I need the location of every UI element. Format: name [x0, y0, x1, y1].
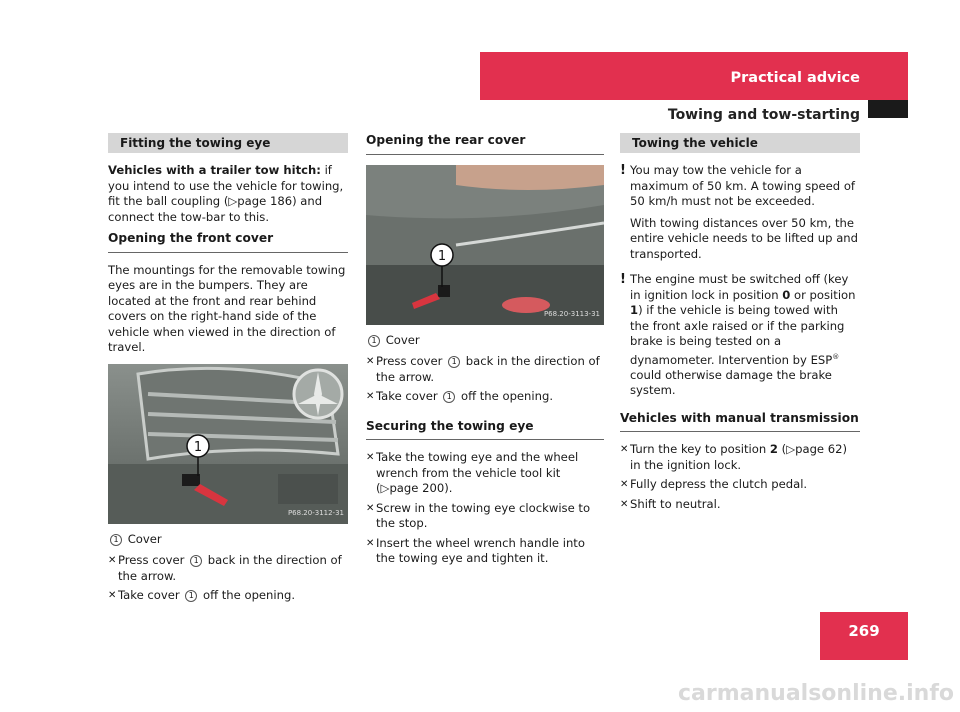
step-arrow-icon: ✕ [366, 502, 375, 514]
step-depress-clutch: ✕ Fully depress the clutch pedal. [620, 477, 808, 492]
step-turn-key: ✕ Turn the key to position 2 (▷page 62) in the ignition lock. [620, 442, 848, 472]
column-1 [108, 133, 348, 608]
heading-securing-towing-eye: Securing the towing eye [366, 419, 604, 441]
step-shift-neutral: ✕ Shift to neutral. [620, 496, 721, 511]
photo-callout: 1 [193, 439, 203, 455]
heading-fitting-towing-eye: Fitting the towing eye [108, 133, 348, 153]
watermark: carmanualsonline.info [678, 681, 954, 706]
rear-bumper-photo [366, 165, 604, 325]
page-ref-link[interactable]: page 200 [389, 481, 445, 495]
heading-front-cover: Opening the front cover [108, 231, 348, 253]
legend-row [108, 532, 348, 548]
step-arrow-icon: ✕ [108, 555, 117, 566]
page-ref-link[interactable]: page 62 [795, 442, 843, 457]
trailer-paragraph: Vehicles with a trailer tow hitch: if you intend to use the vehicle for towing, fit the ball coupling (▷page 186) and connect the tow-bar to this. [108, 163, 344, 224]
page-number-box [820, 612, 908, 660]
photo-callout: 1 [437, 248, 447, 264]
heading-towing-vehicle: Towing the vehicle [620, 133, 860, 153]
step-arrow-icon: ✕ [620, 498, 629, 510]
legend-label: Cover [127, 531, 162, 546]
step-arrow-icon: ✕ [108, 590, 117, 601]
section-title: Practical advice [730, 70, 860, 86]
section-bar [480, 52, 908, 100]
step-arrow-icon: ✕ [366, 452, 375, 463]
step-arrow-icon: ✕ [366, 391, 375, 402]
step-take-cover: ✕ Take cover 1 off the opening. [366, 389, 554, 403]
step-take-towing-eye: ✕ Take the towing eye and the wheel wrench from the vehicle tool kit (▷page 200). [366, 450, 579, 495]
chapter-title: Towing and tow-starting [667, 107, 860, 123]
step-press-cover: ✕ Press cover 1 back in the direction of the arrow. [108, 553, 342, 583]
intro-paragraph: The mountings for the removable towing eyes are in the bumpers. They are located at the front and rear behind covers on the right-hand side of the vehicle when viewed in the direction of travel. [108, 262, 346, 354]
column-3 [620, 133, 860, 516]
step-arrow-icon: ✕ [366, 356, 375, 367]
step-arrow-icon: ✕ [620, 444, 629, 456]
step-screw-in: ✕ Screw in the towing eye clockwise to the stop. [366, 500, 591, 530]
step-press-cover: ✕ Press cover 1 back in the direction of the arrow. [366, 354, 600, 384]
chapter-tab [868, 100, 908, 118]
callout-marker: 1 [368, 335, 380, 347]
legend-label: Cover [385, 332, 420, 347]
step-arrow-icon: ✕ [620, 479, 629, 491]
column-2 [366, 133, 604, 571]
step-insert-wrench: ✕ Insert the wheel wrench handle into the towing eye and tighten it. [366, 535, 585, 565]
callout-marker: 1 [110, 534, 122, 546]
warning-engine-off: ! The engine must be switched off (key in ignition lock in position 0 or position 1) if the vehicle is being towed with the front axle raised or if the parking brake is being tested on a dynamometer. Intervention by ESP® could otherwise damage the brake system. [620, 272, 856, 398]
image-code: P68.20-3113-31 [543, 310, 600, 318]
image-code: P68.20-3112-31 [287, 509, 344, 517]
heading-rear-cover: Opening the rear cover [366, 133, 604, 155]
step-take-cover: ✕ Take cover 1 off the opening. [108, 588, 296, 602]
warning-icon: ! [620, 272, 626, 287]
page-number: 269 [848, 622, 880, 640]
legend-row [366, 333, 604, 349]
front-bumper-photo [108, 364, 348, 524]
heading-manual-transmission: Vehicles with manual transmission [620, 411, 860, 433]
page-ref-link[interactable]: page 186 [237, 194, 293, 208]
step-arrow-icon: ✕ [366, 537, 375, 549]
warning-icon: ! [620, 163, 626, 178]
warning-towing-distance: ! You may tow the vehicle for a maximum of 50 km. A towing speed of 50 km/h must not be exceeded. With towing distances over 50 km, the entire vehicle needs to be lifted up and transported. [620, 163, 859, 261]
